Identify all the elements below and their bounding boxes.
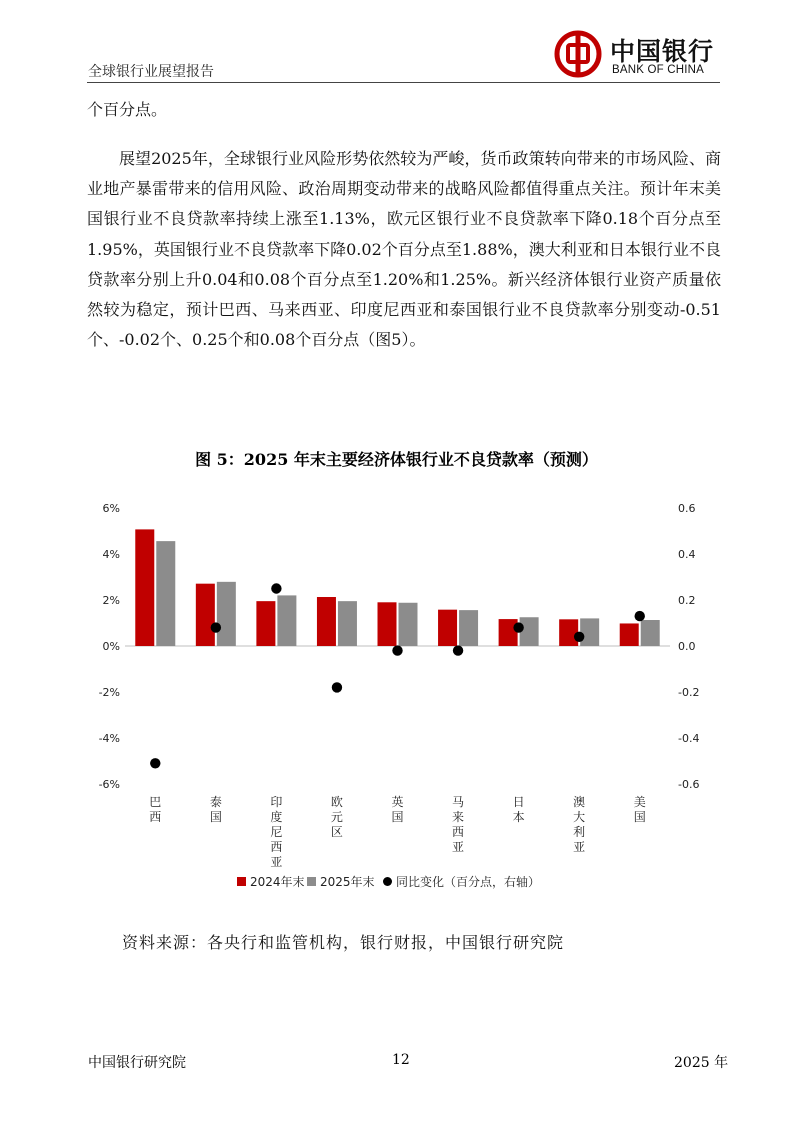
category-label-char: 尼 <box>270 825 283 839</box>
npl-ratio-chart <box>80 495 720 905</box>
category-label-char: 国 <box>391 810 404 824</box>
left-axis-tick-label: 0% <box>102 640 120 653</box>
left-axis-tick-label: 4% <box>102 548 120 561</box>
bar-2024 <box>256 601 275 646</box>
category-label-char: 欧 <box>330 795 343 809</box>
category-label-char: 西 <box>149 810 162 824</box>
change-dot <box>574 632 584 642</box>
chart-svg <box>80 495 720 905</box>
category-label-char: 西 <box>270 840 283 854</box>
change-dot <box>513 622 523 632</box>
header-divider <box>87 82 720 83</box>
body-paragraph-continuation: 个百分点。 <box>87 100 168 119</box>
category-label-char: 澳 <box>573 795 586 809</box>
legend-marker <box>383 877 392 886</box>
logo-english-name: BANK OF CHINA <box>612 64 705 76</box>
right-axis-tick-label: 0.2 <box>678 594 696 607</box>
bar-2024 <box>620 623 639 646</box>
right-axis-tick-label: -0.2 <box>678 686 700 699</box>
category-label-char: 国 <box>209 810 222 824</box>
legend-label: 2025年末 <box>320 875 375 889</box>
bar-2024 <box>438 610 457 646</box>
category-label-char: 美 <box>633 795 646 809</box>
legend-label: 同比变化（百分点，右轴） <box>396 875 541 889</box>
bar-2024 <box>135 529 154 646</box>
footer-org: 中国银行研究院 <box>88 1055 186 1071</box>
bar-2025 <box>399 603 418 646</box>
category-label-char: 度 <box>270 810 283 824</box>
change-dot <box>635 611 645 621</box>
bar-2025 <box>277 595 296 646</box>
bar-2025 <box>520 617 539 646</box>
category-label-char: 亚 <box>452 840 465 854</box>
right-axis-tick-label: 0.4 <box>678 548 696 561</box>
report-title: 全球银行业展望报告 <box>88 64 214 80</box>
category-label-char: 泰 <box>209 795 222 809</box>
right-axis-tick-label: -0.4 <box>678 732 700 745</box>
figure-source: 资料来源：各央行和监管机构，银行财报，中国银行研究院 <box>122 933 565 952</box>
category-label-char: 本 <box>512 810 525 824</box>
category-label-char: 来 <box>452 810 465 824</box>
boc-emblem-icon <box>554 30 604 80</box>
category-label-char: 元 <box>330 810 343 824</box>
category-label-char: 利 <box>573 825 586 839</box>
bar-2025 <box>338 601 357 646</box>
logo-chinese-name: 中国银行 <box>610 37 715 66</box>
change-dot <box>392 645 402 655</box>
change-dot <box>453 645 463 655</box>
left-axis-tick-label: 2% <box>102 594 120 607</box>
category-label-char: 亚 <box>573 840 586 854</box>
footer-year: 2025 年 <box>674 1055 729 1071</box>
change-dot <box>332 682 342 692</box>
bar-2024 <box>499 619 518 646</box>
page-number: 12 <box>392 1052 410 1068</box>
category-label-char: 区 <box>330 825 343 839</box>
body-paragraph-outlook: 展望2025年，全球银行业风险形势依然较为严峻，货币政策转向带来的市场风险、商业地产暴雷带来的信用风险、政治周期变动带来的战略风险都值得重点关注。预计年末美国银行业不良贷款率持续上涨至1.13%，欧元区银行业不良贷款率下降0.18个百分点至1.95%，英国银行业不良贷款率下降0.02个百分点至1.88%，澳大利亚和日本银行业不良贷款率分别上升0.04和0.08个百分点至1.20%和1.25%。新兴经济体银行业资产质量依然较为稳定，预计巴西、马来西亚、印度尼西亚和泰国银行业不良贷款率分别变动-0.51个、-0.02个、0.25个和0.08个百分点（图5）。 <box>87 149 721 350</box>
legend-swatch <box>307 877 316 886</box>
legend-swatch <box>237 877 246 886</box>
bar-2024 <box>196 584 215 646</box>
right-axis-tick-label: 0.0 <box>678 640 696 653</box>
category-label-char: 印 <box>270 795 283 809</box>
bar-2025 <box>459 610 478 646</box>
bar-2025 <box>580 618 599 646</box>
change-dot <box>211 622 221 632</box>
category-label-char: 日 <box>512 795 525 809</box>
left-axis-tick-label: -6% <box>98 778 120 791</box>
right-axis-tick-label: -0.6 <box>678 778 700 791</box>
category-label-char: 西 <box>452 825 465 839</box>
left-axis-tick-label: -2% <box>98 686 120 699</box>
bar-2024 <box>317 597 336 646</box>
change-dot <box>271 583 281 593</box>
category-label-char: 亚 <box>270 855 283 869</box>
bar-2024 <box>559 619 578 646</box>
right-axis-tick-label: 0.6 <box>678 502 696 515</box>
left-axis-tick-label: -4% <box>98 732 120 745</box>
category-label-char: 英 <box>391 795 404 809</box>
bar-2024 <box>378 602 397 646</box>
figure-title: 图 5：2025 年末主要经济体银行业不良贷款率（预测） <box>195 450 598 469</box>
bar-2025 <box>641 620 660 646</box>
category-label-char: 马 <box>452 795 465 809</box>
category-label-char: 大 <box>573 810 586 824</box>
bank-of-china-logo <box>554 30 724 80</box>
category-label-char: 巴 <box>149 795 162 809</box>
bar-2025 <box>156 541 175 646</box>
change-dot <box>150 758 160 768</box>
category-label-char: 国 <box>633 810 646 824</box>
left-axis-tick-label: 6% <box>102 502 120 515</box>
bar-2025 <box>217 582 236 646</box>
legend-label: 2024年末 <box>250 875 305 889</box>
